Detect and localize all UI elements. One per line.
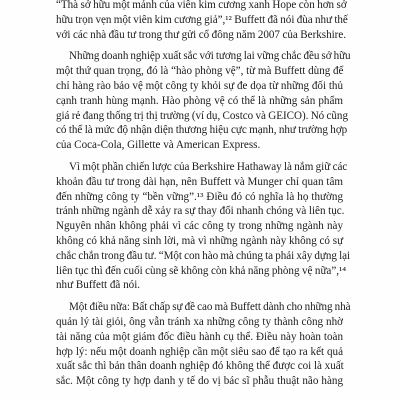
text-line: chỉ hàng rào bảo vệ một công ty khỏi sự đe dọa từ những đối thủ [56,79,344,92]
text-line: không có khả năng sinh lời, mà vì những ngành này không có sự [56,234,344,247]
text-line: đến những công ty “bền vững”.¹³ Điều đó có nghĩa là họ thường [56,190,343,203]
text-line: hợp lý: nếu một doanh nghiệp cần một siêu sao để tạo ra kết quả [56,345,343,358]
text-line: giá rẻ đang thống trị thị trường (ví dụ, Costco và GEICO). Nó cũng [56,109,348,122]
text-line: có thể là mức độ nhận diện thương hiệu cực mạnh, như trường hợp [56,124,348,137]
text-line: một thứ quan trọng, đó là “hào phòng vệ”, từ mà Buffett dùng để [56,65,344,78]
paragraph-1 [56,0,348,42]
text-line: quản lý tài giỏi, ông vẫn tránh xa những công ty thành công nhờ [56,315,343,328]
text-line: tài năng của một giám đốc điều hành cụ thể. Điều này hoàn toàn [56,330,343,343]
text-line: “Thà sở hữu một mảnh của viên kim cương xanh Hope còn hơn sở [56,0,347,11]
text-line: cạnh tranh hùng mạnh. Hào phòng vệ có thể là những sản phẩm [56,94,343,107]
text-line: liên tục thì đến cuối cùng sẽ không còn khả năng phòng vệ nữa”,¹⁴ [56,264,347,277]
paragraph-4 [56,300,351,389]
text-line: với các nhà đầu tư trong thư gửi cổ đông năm 2007 của Berkshire. [56,28,346,41]
text-line: Nguyên nhân không phải vì các công ty trong những ngành này [56,220,343,233]
text-line: tránh những ngành dễ xảy ra sự thay đổi nhanh chóng và liên tục. [56,205,345,218]
text-line: chắc chắn trong đầu tư. “Một con hào mà chúng ta phải xây dựng lại [56,249,351,262]
text-line: sắc. Một công ty hợp danh y tế do vị bác sĩ phẫu thuật não hàng [56,375,343,388]
text-line: Một điều nữa: Bất chấp sự đề cao mà Buffett dành cho những nhà [69,301,351,314]
paragraph-3 [56,160,351,293]
text-line: của Coca-Cola, Gillette và American Express. [56,139,261,152]
text-line: hữu trọn vẹn một viên kim cương giả”,¹² Buffett đã nói đùa như thế [56,13,348,26]
text-line: Vì một phần chiến lược của Berkshire Hathaway là nắm giữ các [69,160,348,173]
paragraph-2 [56,49,351,153]
text-line: khoản đầu tư trong dài hạn, nên Buffett và Munger chỉ quan tâm [56,175,343,188]
text-line: xuất sắc thì bản thân doanh nghiệp đó không thể được coi là xuất [56,360,344,373]
text-line: như Buffett đã nói. [56,279,141,292]
text-line: Những doanh nghiệp xuất sắc với tương lai vững chắc đều sở hữu [69,50,351,63]
text-column [56,0,351,389]
